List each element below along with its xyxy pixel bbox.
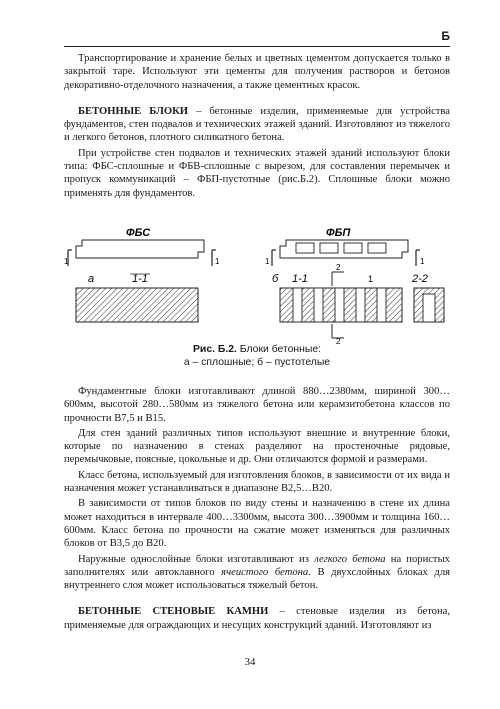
paragraph-wall-blocks: Для стен зданий различных типов используют внешние и внутренние блоки, которые по назначению в стенах разделяют на простеночные рядовые, перемычковые, поясные, цокольные и др. Они отличаются формой и размерами.: [64, 427, 450, 466]
term-wall-stones: БЕТОННЫЕ СТЕНОВЫЕ КАМНИ: [78, 606, 269, 618]
definition-text: – бетонные изделия, применяемые для устройства фундаментов, стен подвалов и технических этажей зданий. Изготовляют из тяжелого и легкого бетонов, плотного силикатного бетона.: [64, 105, 450, 144]
caption-title: Рис. Б.2.: [193, 344, 237, 355]
caption-text: Блоки бетонные:: [236, 344, 321, 355]
section-2-2-hatched: [414, 288, 444, 322]
text-segment: на пористых заполнителях или автоклавного: [64, 553, 450, 578]
figure-concrete-blocks: [64, 228, 450, 348]
section-mark-left: 1: [64, 257, 69, 266]
text-segment: Наружные однослойные блоки изготавливают из: [78, 553, 315, 565]
fbs-block-elevation: [64, 240, 220, 266]
header-letter: Б: [441, 29, 450, 43]
term-concrete-blocks: БЕТОННЫЕ БЛОКИ: [78, 105, 189, 117]
figure-caption: [64, 344, 450, 369]
paragraph-block-types: При устройстве стен подвалов и технических этажей зданий используют блоки типа: ФБС-сплошные и ФБВ-сплошные с вырезом, для составления перемычек и пропуск коммуникаций – ФБП-пустотные (рис.Б.2). Сплошные блоки можно применять для фундаментов.: [64, 147, 450, 199]
paragraph-wall-stones: [64, 605, 450, 632]
section-mark-fbp-right: 1: [420, 257, 425, 266]
section-mark-2-top: 2: [336, 263, 341, 272]
label-b: б: [272, 273, 279, 285]
paragraph-concrete-blocks-definition: [64, 105, 450, 145]
text-segment: . В двухслойных блоках для внутреннего слоя может использоваться тяжелый бетон.: [64, 566, 450, 592]
label-section-2-2: 2-2: [412, 273, 428, 285]
section-mark-right: 1: [215, 257, 220, 266]
term-light-concrete: легкого бетона: [314, 553, 386, 565]
label-fbs: ФБС: [126, 228, 151, 239]
label-mark-1-inner: 1: [368, 274, 374, 284]
label-a: а: [88, 273, 95, 285]
label-fbp: ФБП: [326, 228, 351, 239]
paragraph-block-dimensions: В зависимости от типов блоков по виду стены и назначению в стене их длина может находиться в интервале 400…3300мм, высота 300…3900мм и толщина 160…600мм. Класс бетона по прочности на сжатие может изменяться для различных блоков от В3,5 до В20.: [64, 498, 450, 550]
paragraph-concrete-class: Класс бетона, используемый для изготовления блоков, в зависимости от их вида и назначения может устанавливаться в диапазоне В2,5…В20.: [64, 469, 450, 495]
page-number: 34: [244, 656, 256, 668]
term-cellular-concrete: ячеистого бетона: [221, 566, 309, 578]
paragraph-cement-storage: Транспортирование и хранение белых и цветных цементом допускается только в закрытой таре. Используют эти цементы для получения растворов и бетонов декоративно-отделочного назначения, а также цементных красок.: [64, 53, 450, 91]
figure-drawing: [64, 228, 450, 344]
label-section-1-1-a: 1-1: [132, 273, 148, 285]
section-mark-2-bottom: 2: [336, 337, 341, 344]
paragraph-single-layer-blocks: [64, 553, 450, 593]
section-mark-fbp-left: 1: [265, 257, 270, 266]
label-section-1-1-b: 1-1: [292, 273, 308, 285]
header-rule: [64, 46, 450, 47]
caption-legend: а – сплошные; б – пустотелые: [183, 356, 331, 368]
fbp-block-elevation: [265, 240, 425, 266]
text-block-top: [64, 52, 450, 200]
fbp-section-hatched: [280, 288, 402, 322]
text-block-bottom: [64, 385, 450, 632]
paragraph-foundation-blocks: Фундаментные блоки изготавливают длиной 880…2380мм, шириной 300…600мм, высотой 280…580мм из тяжелого бетона или керамзитобетона классов по прочности В7,5 и В15.: [64, 386, 450, 424]
definition-text: – стеновые изделия из бетона, применяемые для ограждающих и несущих конструкций зданий. Изготовляют из: [64, 606, 451, 631]
fbs-section-hatched: [76, 288, 198, 322]
